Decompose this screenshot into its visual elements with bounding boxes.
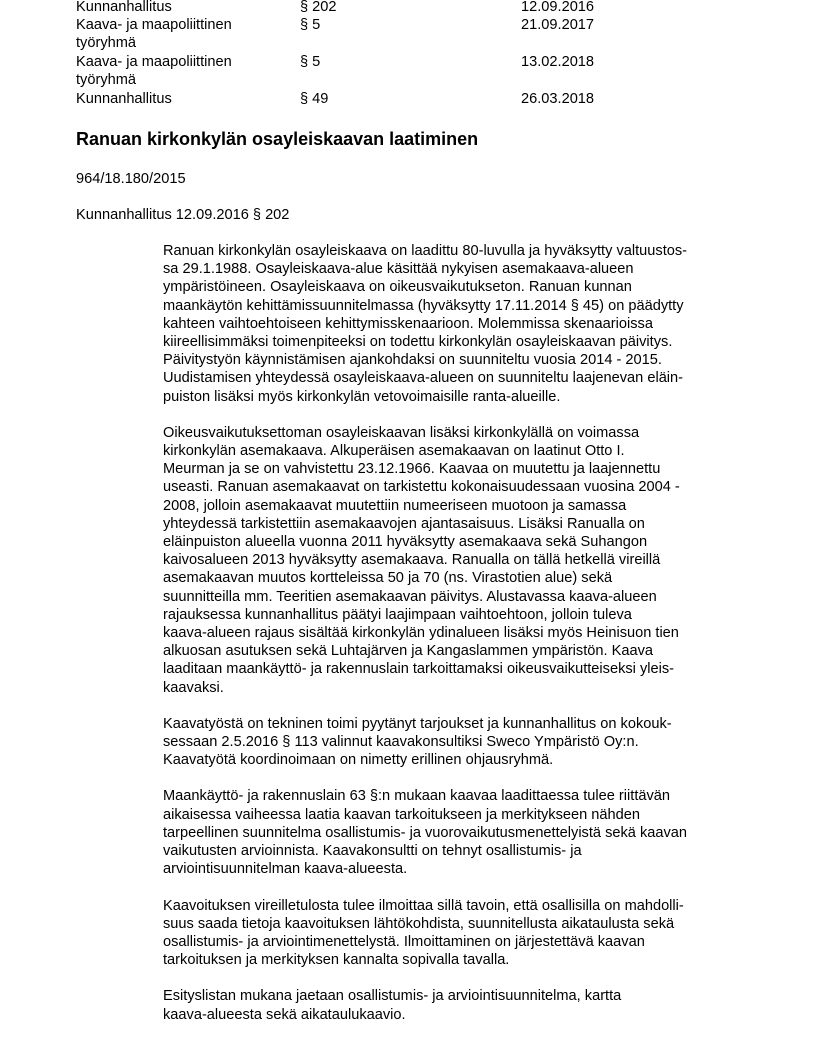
paragraph-line: kiireellisimmäksi toimenpiteeksi on todettu kirkonkylän osayleiskaavan päivitys. [163, 334, 673, 351]
document-title: Ranuan kirkonkylän osayleiskaavan laatiminen [76, 129, 479, 149]
paragraph [163, 787, 743, 878]
paragraph [163, 987, 743, 1023]
paragraph-line: kaava-alueesta sekä aikataulukaavio. [163, 1006, 406, 1023]
history-body [76, 0, 300, 16]
paragraph-line: tarkoituksen ja merkityksen kannalta sopivalla tavalla. [163, 952, 510, 969]
paragraph-line: Esityslistan mukana jaetaan osallistumis- ja arviointisuunnitelma, kartta [163, 988, 622, 1005]
history-date: 26.03.2018 [521, 91, 595, 108]
history-section: § 49 [300, 91, 329, 108]
paragraph-line: aikaisessa vaiheessa laatia kaavan tarkoitukseen ja merkitykseen nähden [163, 806, 641, 823]
paragraph [163, 242, 743, 406]
paragraph-line: eläinpuiston alueella vuonna 2011 hyväksytty asemakaava sekä Suhangon [163, 534, 648, 551]
paragraph-line: suunnitteilla mm. Teeritien asemakaavan päivitys. Alustavassa kaava-alueen [163, 588, 657, 605]
history-row [76, 16, 636, 52]
body-text [163, 242, 743, 1042]
history-date: 21.09.2017 [521, 17, 595, 34]
paragraph-line: Uudistamisen yhteydessä osayleiskaava-alueen on suunniteltu laajenevan eläin- [163, 370, 684, 387]
paragraph-line: puiston lisäksi myös kirkonkylän vetovoimaisille ranta-alueille. [163, 388, 561, 405]
paragraph-line: kaavaksi. [163, 679, 224, 696]
history-body-line: Kunnanhallitus [76, 91, 172, 108]
paragraph-line: Päivitystyön käynnistämisen ajankohdaksi on suunniteltu vuosia 2014 - 2015. [163, 352, 662, 369]
history-section: § 5 [300, 53, 321, 70]
paragraph-line: suus saada tietoja kaavoituksen lähtökohdista, suunnitellusta aikataulusta sekä [163, 915, 675, 932]
history-date: 12.09.2016 [521, 0, 595, 15]
paragraph-line: Ranuan kirkonkylän osayleiskaava on laadittu 80-luvulla ja hyväksytty valtuustos- [163, 243, 688, 259]
history-row [76, 53, 636, 89]
paragraph [163, 715, 743, 770]
paragraph-line: 2008, jolloin asemakaavat muutettiin numeeriseen muotoon ja samassa [163, 497, 627, 514]
paragraph-line: kirkonkylän asemakaava. Alkuperäisen asemakaavan on laatinut Otto I. [163, 443, 625, 460]
history-body [76, 90, 300, 108]
paragraph-line: osallistumis- ja arviointimenettelystä. Ilmoittaminen on järjestettävä kaavan [163, 933, 645, 950]
paragraph-line: vaikutusten arvioinnista. Kaavakonsultti on tehnyt osallistumis- ja [163, 843, 582, 860]
history-body [76, 53, 300, 89]
history-body [76, 16, 300, 52]
paragraph-line: kaava-alueen rajaus sisältää kirkonkylän ydinalueen lisäksi myös Heinisuon tien [163, 625, 679, 642]
paragraph-line: Maankäyttö- ja rakennuslain 63 §:n mukaan kaavaa laadittaessa tulee riittävän [163, 788, 671, 805]
history-row [76, 90, 636, 108]
history-body-line: Kaava- ja maapoliittinen [76, 17, 232, 34]
paragraph-line: Kaavoituksen vireilletulosta tulee ilmoittaa sillä tavoin, että osallisilla on mahdolli- [163, 897, 684, 914]
history-section: § 202 [300, 0, 337, 15]
paragraph-line: kaivosalueen 2013 hyväksytty asemakaava. Ranualla on tällä hetkellä vireillä [163, 552, 661, 569]
paragraph-line: alkuosan asutuksen sekä Luhtajärven ja Kangaslammen ympäristön. Kaava [163, 643, 653, 660]
paragraph [163, 424, 743, 697]
history-body-line: työryhmä [76, 71, 137, 88]
paragraph-line: sessaan 2.5.2016 § 113 valinnut kaavakonsultiksi Sweco Ympäristö Oy:n. [163, 734, 639, 751]
history-section: § 5 [300, 17, 321, 34]
paragraph-line: maankäytön kehittämissuunnitelmassa (hyväksytty 17.11.2014 § 45) on päädytty [163, 297, 684, 314]
paragraph-line: Meurman ja se on vahvistettu 23.12.1966. Kaavaa on muutettu ja laajennettu [163, 461, 661, 478]
history-body-line: Kaava- ja maapoliittinen [76, 53, 232, 70]
paragraph-line: Oikeusvaikutuksettoman osayleiskaavan lisäksi kirkonkylällä on voimassa [163, 424, 640, 441]
paragraph-line: arviointisuunnitelman kaava-alueesta. [163, 861, 408, 878]
paragraph-line: asemakaavan muutos kortteleissa 50 ja 70 (ns. Virastotien alue) sekä [163, 570, 613, 587]
paragraph-line: rajauksessa kunnanhallitus päätyi laajimpaan vaihtoehtoon, jolloin tuleva [163, 606, 632, 623]
paragraph-line: sa 29.1.1988. Osayleiskaava-alue käsittää nykyisen asemakaava-alueen [163, 261, 634, 278]
paragraph-line: yhteydessä tarkistettiin asemakaavojen ajantasaisuus. Lisäksi Ranualla on [163, 515, 645, 532]
history-body-line: Kunnanhallitus [76, 0, 172, 15]
paragraph-line: kahteen vaihtoehtoiseen kehittymisskenaarioon. Molemmissa skenaarioissa [163, 315, 653, 332]
paragraph-line: tarpeellinen suunnitelma osallistumis- ja vuorovaikutusmenettelyistä sekä kaavan [163, 824, 688, 841]
paragraph [163, 897, 743, 970]
paragraph-line: useasti. Ranuan asemakaavat on tarkistettu kokonaisuudessaan vuosina 2004 - [163, 479, 680, 496]
handling-history [76, 0, 636, 108]
history-body-line: työryhmä [76, 35, 137, 52]
paragraph-line: laaditaan maankäyttö- ja rakennuslain tarkoittamaksi oikeusvaikutteiseksi yleis- [163, 661, 675, 678]
case-number: 964/18.180/2015 [76, 171, 186, 187]
paragraph-line: Kaavatyötä koordinoimaan on nimetty erillinen ohjausryhmä. [163, 752, 554, 769]
history-row [76, 0, 636, 16]
paragraph-line: Kaavatyöstä on tekninen toimi pyytänyt tarjoukset ja kunnanhallitus on kokouk- [163, 715, 672, 732]
meeting-reference: Kunnanhallitus 12.09.2016 § 202 [76, 207, 290, 223]
paragraph-line: ympäristöineen. Osayleiskaava on oikeusvaikutukseton. Ranuan kunnan [163, 279, 632, 296]
history-date: 13.02.2018 [521, 53, 595, 70]
